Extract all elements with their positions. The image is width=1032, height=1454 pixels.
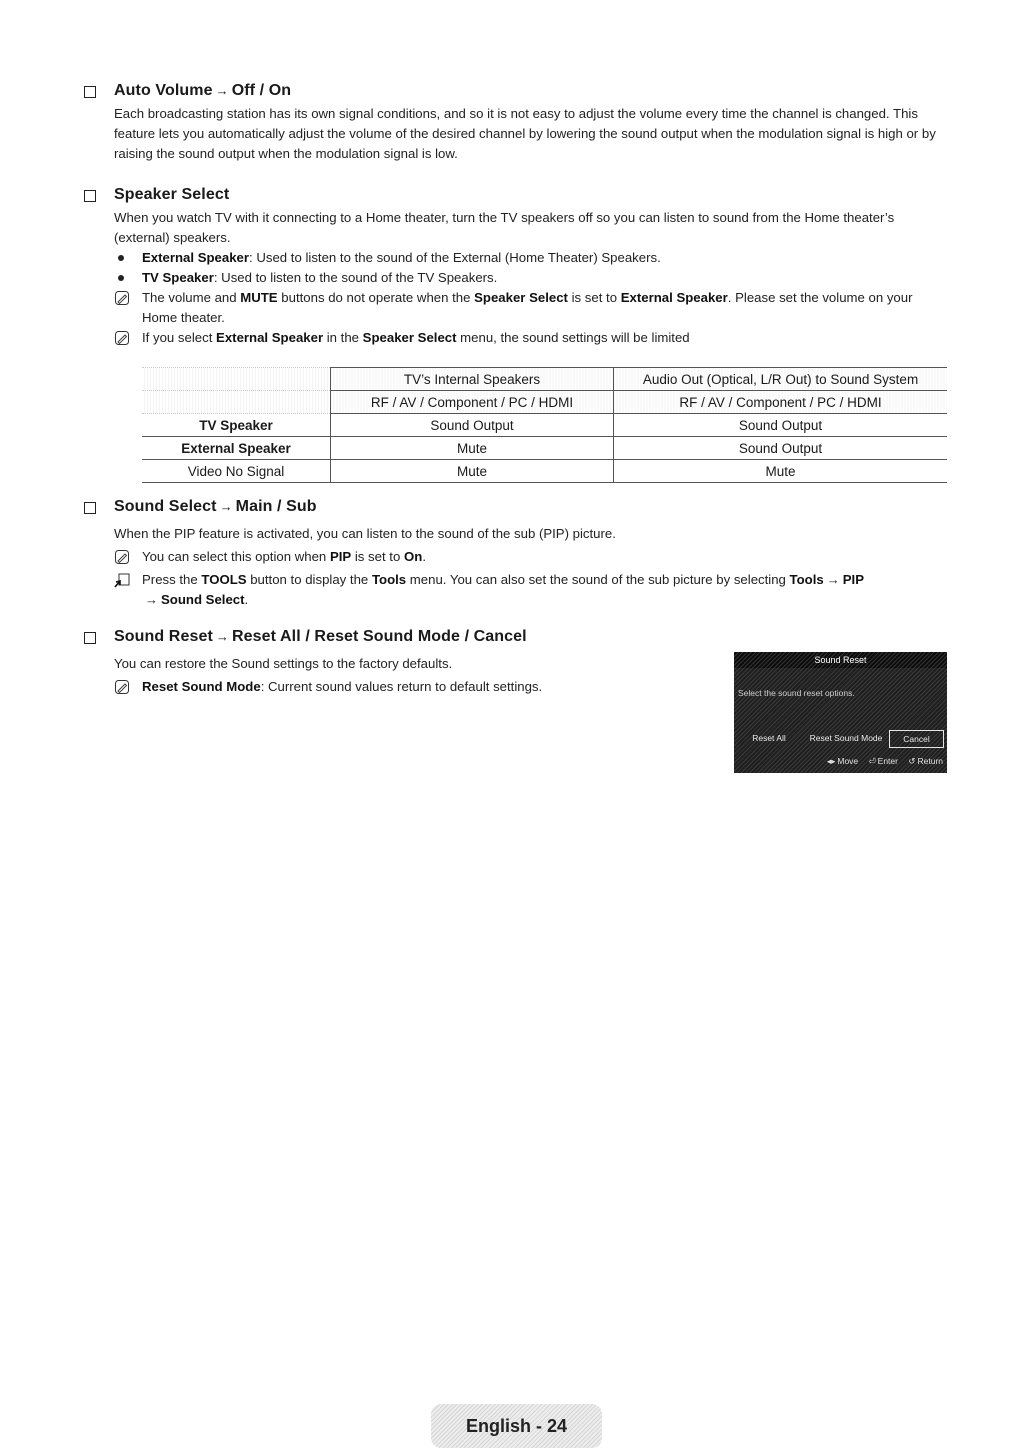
osd-description: Select the sound reset options. — [738, 688, 855, 698]
row-label: External Speaker — [142, 437, 331, 460]
table-corner — [142, 391, 331, 414]
reset-sound-mode-button[interactable]: Reset Sound Mode — [809, 733, 883, 743]
reset-all-button[interactable]: Reset All — [752, 733, 786, 743]
arrow-icon: → — [215, 83, 229, 98]
list-item: TV Speaker: Used to listen to the sound of the TV Speakers. — [114, 268, 950, 288]
checkbox-icon — [84, 86, 96, 98]
row-label: Video No Signal — [142, 460, 331, 483]
return-icon: ↺ — [908, 756, 916, 766]
list-item: External Speaker: Used to listen to the sound of the External (Home Theater) Speakers. — [114, 248, 950, 268]
note: The volume and MUTE buttons do not operate when the Speaker Select is set to External Speaker. Please set the volume on your Home theater. — [114, 288, 950, 328]
osd-move-label: Move — [837, 756, 859, 766]
cancel-button[interactable]: Cancel — [889, 730, 944, 748]
note-icon — [114, 549, 130, 565]
section-body: Each broadcasting station has its own signal conditions, and so it is not easy to adjust the volume every time the channel is changed. This feature lets you automatically adjust the volume of the desired channel by lowering the sound output when the modulation signal is high or by raising the sound output when the modulation signal is low. — [114, 106, 936, 161]
section-title: Speaker Select — [114, 186, 230, 203]
table-cell: Sound Output — [614, 437, 948, 460]
table-header: TV’s Internal Speakers — [331, 368, 614, 391]
tools-note: Press the TOOLS button to display the Tools menu. You can also set the sound of the sub picture by selecting Tools → PIP → Sound Select. — [114, 570, 950, 610]
note: You can select this option when PIP is set to On. — [114, 547, 950, 567]
section-auto-volume — [84, 82, 950, 164]
section-speaker-select — [84, 186, 950, 348]
bullet-icon — [118, 275, 124, 281]
row-label: TV Speaker — [142, 414, 331, 437]
arrow-icon: → — [145, 592, 158, 607]
section-title: Sound Select → Main / Sub — [114, 498, 317, 515]
table-cell: Sound Output — [614, 414, 948, 437]
table-subheader: RF / AV / Component / PC / HDMI — [614, 391, 948, 414]
table-corner — [142, 368, 331, 391]
enter-icon: ⏎ — [868, 756, 876, 766]
table-row — [142, 437, 947, 460]
sound-reset-osd — [734, 652, 947, 773]
arrow-icon: → — [826, 572, 840, 587]
table-subheader: RF / AV / Component / PC / HDMI — [331, 391, 614, 414]
note-icon — [114, 679, 130, 695]
section-sound-select — [84, 498, 950, 610]
osd-footer — [819, 756, 943, 767]
osd-enter-label: Enter — [877, 756, 898, 766]
checkbox-icon — [84, 632, 96, 644]
arrow-icon: → — [219, 499, 233, 514]
speaker-output-table — [142, 367, 947, 483]
page-number: English - 24 — [431, 1404, 602, 1448]
checkbox-icon — [84, 190, 96, 202]
note: If you select External Speaker in the Speaker Select menu, the sound settings will be limited — [114, 328, 950, 348]
table-cell: Mute — [614, 460, 948, 483]
note: Reset Sound Mode: Current sound values return to default settings. — [114, 677, 950, 697]
section-title: Auto Volume → Off / On — [114, 82, 292, 99]
section-body: When you watch TV with it connecting to a Home theater, turn the TV speakers off so you can listen to sound from the Home theater’s (external) speakers. — [114, 210, 895, 245]
checkbox-icon — [84, 502, 96, 514]
table-row — [142, 460, 947, 483]
bullet-icon — [118, 255, 124, 261]
osd-title: Sound Reset — [734, 652, 947, 668]
section-body: You can restore the Sound settings to the factory defaults. — [114, 656, 453, 671]
osd-return-label: Return — [917, 756, 943, 766]
note-icon — [114, 290, 130, 306]
note-icon — [114, 330, 130, 346]
move-icon: ◂▸ — [826, 756, 836, 766]
table-cell: Sound Output — [331, 414, 614, 437]
section-body: When the PIP feature is activated, you can listen to the sound of the sub (PIP) picture. — [114, 526, 616, 541]
table-row — [142, 414, 947, 437]
table-cell: Mute — [331, 437, 614, 460]
table-cell: Mute — [331, 460, 614, 483]
section-title: Sound Reset → Reset All / Reset Sound Mode / Cancel — [114, 628, 527, 645]
arrow-icon: → — [215, 629, 229, 644]
table-header: Audio Out (Optical, L/R Out) to Sound System — [614, 368, 948, 391]
tools-icon — [114, 572, 130, 588]
